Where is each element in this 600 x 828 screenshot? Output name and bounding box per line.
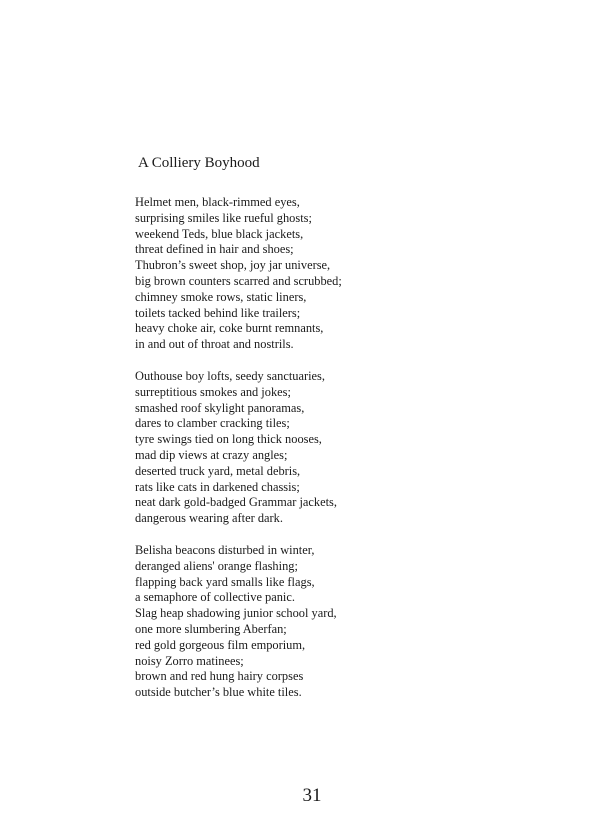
poem-line: mad dip views at crazy angles; bbox=[135, 447, 288, 462]
poem-line: noisy Zorro matinees; bbox=[135, 653, 244, 668]
poem-line: one more slumbering Aberfan; bbox=[135, 621, 287, 636]
poem-line: a semaphore of collective panic. bbox=[135, 590, 295, 605]
poem-line: toilets tacked behind like trailers; bbox=[135, 305, 301, 320]
stanza bbox=[135, 195, 555, 353]
poem-line: chimney smoke rows, static liners, bbox=[135, 289, 307, 304]
poem-line: deserted truck yard, metal debris, bbox=[135, 463, 301, 478]
poem-line: neat dark gold-badged Grammar jackets, bbox=[135, 495, 337, 510]
stanza bbox=[135, 369, 555, 527]
poem-line: Belisha beacons disturbed in winter, bbox=[135, 542, 315, 557]
poem-line: Slag heap shadowing junior school yard, bbox=[135, 606, 337, 621]
poem-line: outside butcher’s blue white tiles. bbox=[135, 685, 302, 700]
poem-line: Helmet men, black-rimmed eyes, bbox=[135, 195, 300, 209]
poem-line: surprising smiles like rueful ghosts; bbox=[135, 210, 312, 225]
poem-line: brown and red hung hairy corpses bbox=[135, 669, 304, 684]
poem-line: tyre swings tied on long thick nooses, bbox=[135, 432, 322, 447]
poem-line: Outhouse boy lofts, seedy sanctuaries, bbox=[135, 368, 325, 383]
poem-line: dares to clamber cracking tiles; bbox=[135, 416, 290, 431]
poem-line: deranged aliens' orange flashing; bbox=[135, 558, 298, 573]
poem-title: A Colliery Boyhood bbox=[138, 155, 260, 171]
poem-line: flapping back yard smalls like flags, bbox=[135, 574, 315, 589]
poem-line: dangerous wearing after dark. bbox=[135, 511, 283, 526]
poem-line: heavy choke air, coke burnt remnants, bbox=[135, 321, 324, 336]
poem-line: Thubron’s sweet shop, joy jar universe, bbox=[135, 258, 331, 273]
page-number: 31 bbox=[302, 785, 322, 806]
poem-line: threat defined in hair and shoes; bbox=[135, 242, 294, 257]
poem-line: surreptitious smokes and jokes; bbox=[135, 384, 291, 399]
poem-line: red gold gorgeous film emporium, bbox=[135, 637, 306, 652]
poem-line: smashed roof skylight panoramas, bbox=[135, 400, 305, 415]
poem-line: big brown counters scarred and scrubbed; bbox=[135, 273, 342, 288]
poem-line: weekend Teds, blue black jackets, bbox=[135, 226, 304, 241]
poem-line: in and out of throat and nostrils. bbox=[135, 337, 294, 352]
stanza bbox=[135, 543, 555, 701]
poem-line: rats like cats in darkened chassis; bbox=[135, 479, 300, 494]
poem-body bbox=[135, 195, 555, 717]
